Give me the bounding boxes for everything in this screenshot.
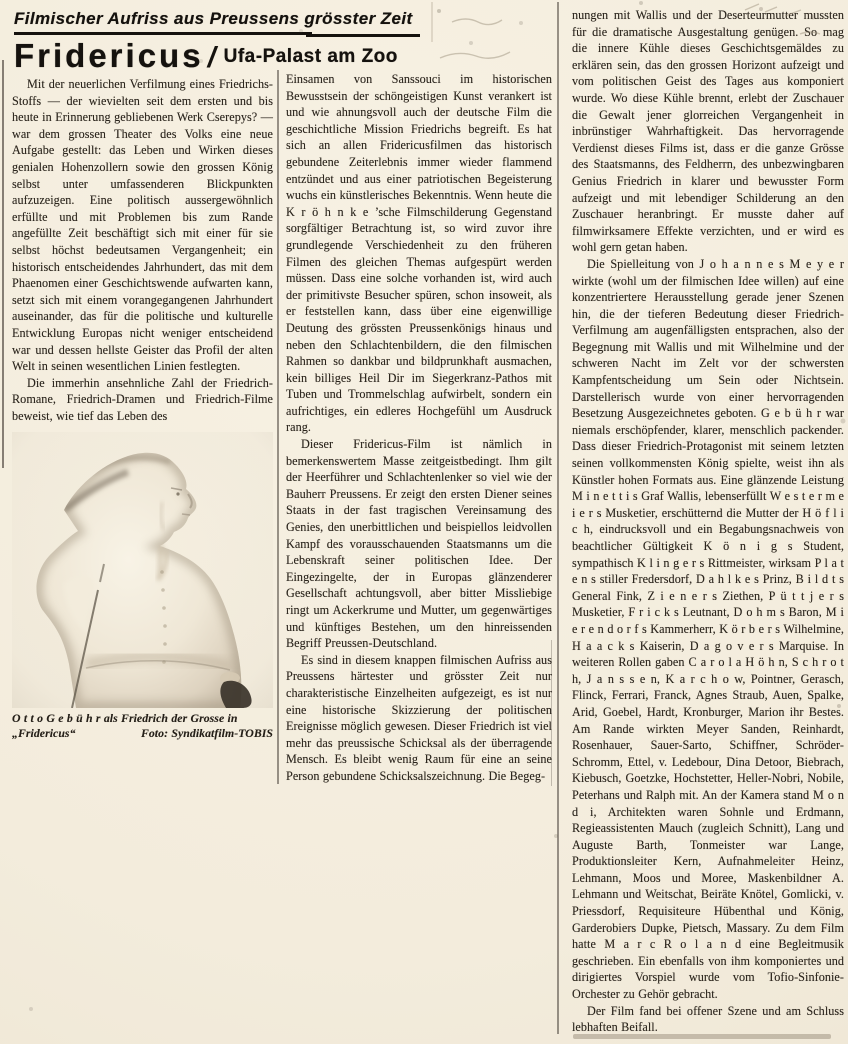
caption-line: O t t o G e b ü h r als Friedrich der Grosse in — [12, 711, 238, 726]
paragraph: nungen mit Wallis und der Deserteurmutter mussten für die dramatische Ausgestaltung genügen. So mag die innere Kühle dieses Geschichtsgemäldes zu erklären sein, das den grossen Horizont aufzeigt und vom politischen Geist des Tages aus komponiert wurde. Wo diese Kühle brennt, erlebt der Zuschauer die Gewalt jener glorreichen Vergangenheit in inbrünstiger Wahrhaftigkeit. Das hervorragende Verdienst dieses Films ist, dass er die ganze Grösse des Staatsmanns, des Feldherrn, des unbezwingbaren Genius Friedrich in klarer und bewusster Form aufzeigt und mit lebendiger Schilderung an den Zuschauer heranbringt. Er musste daher auf filmwirksamere Effekte verzichten, und er wird es wohl gern getan haben. — [572, 8, 844, 255]
photo-caption — [12, 711, 273, 741]
title-slash: / — [207, 42, 216, 74]
column-rule-middle-right — [557, 2, 559, 1034]
column-rule-left-middle — [277, 70, 279, 784]
scan-smear-bar — [573, 1034, 831, 1039]
kicker-headline: Filmischer Aufriss aus Preussens grösster Zeit — [14, 9, 413, 28]
venue-title: Ufa-Palast am Zoo — [223, 46, 398, 67]
caption-film-title: „Fridericus“ — [12, 726, 76, 741]
kicker-underline — [14, 32, 312, 35]
paragraph: Der Film fand bei offener Szene und am Schluss lebhaften Beifall. — [572, 1003, 844, 1035]
paragraph: Es sind in diesem knappen filmischen Aufriss aus Preussens härtester und grösster Zeit nur charakteristische Einzelheiten aufgezeigt, es ist nur eine historische Skizzierung der politischen Ereignisse möglich gewesen. Dieser Friedrich ist viel mehr das preussische Schicksal als der überragende Mensch. Es bleibt wenig Raum für eine an seine Person gebundene Schicksalszeichnung. Die Begeg- — [286, 652, 552, 783]
paragraph: Einsamen von Sanssouci im historischen Bewusstsein der schöngeistigen Kunst verankert ist und wie ahnungsvoll auch der deutsche Film die geschichtliche Mission Friedrichs begreift. Es hat sich an allen Fridericusfilmen das historisch gebundene Zeiterlebnis immer wieder flammend entzündet und aus einer patriotischen Begeisterung wuchs ein künstlerisches Bekenntnis. Wenn heute die K r ö h n k e ’sche Filmschilderung Gegenstand sorgfältiger Betrachtung ist, so wird zuvor ihre grundlegende Verschiedenheit zu den früheren Filmen des gleichen Themas aufgespürt werden müssen. Dass eine solche vorhanden ist, wird auch der primitivste Besucher spüren, schon insoweit, als er feststellen kann, dass über eine eigenwillige Deutung des grössten Preussenkönigs hinaus und neben den Schlachtenbildern, die den filmischen Rahmen so dankbar und bildprunkhaft ausmachen, kein billiges Heil Dir im Siegerkranz-Pathos mit Tuben und Trommelschlag aufwirbelt, sondern ein aufrichtiges, ein edleres Hochgefühl um Ausdruck rang. — [286, 72, 552, 435]
article-title: Fridericus — [14, 37, 204, 74]
photo-otto-gebuehr — [12, 432, 273, 708]
column-left — [12, 76, 273, 741]
article-title-row — [14, 37, 398, 75]
paragraph: Mit der neuerlichen Verfilmung eines Friedrichs-Stoffs — der wievielten seit dem ersten und bis heute in Erinnerung gebliebenen Werk Cserepys? — war dem grossen Theater des Volks eine neue Aufgabe gestellt: das Leben und Wirken dieses genialen Hohenzollern sowie den grossen König selbst unter umfassenderen Blickpunkten aufzuzeigen. Eine politisch aussergewöhnlich erfüllte und mit Problemen bis zum Rande angefüllte Zeit beschäftigt sich mit einer für sie selbst höchst bedeutsamen Vergangenheit; ein historisch entscheidendes Jahrhundert, das mit dem Phaenomen einer Geschichtswende aufwarten kann, setzt sich mit einem vorangegangenen Jahrhundert auseinander, das für die politische und kulturelle Entwicklung Europas nicht weniger entscheidend war und dessen hellste Geister das Profil der alten Welt in seinen wesentlichen Linien festlegten. — [12, 77, 273, 374]
column-right — [572, 7, 844, 1036]
left-edge-rule — [2, 60, 4, 468]
caption-credit: Foto: Syndikatfilm-TOBIS — [140, 726, 273, 741]
friedrich-figure-illustration — [12, 432, 273, 708]
scan-speckle-noise — [0, 0, 2, 2]
paragraph: Dieser Fridericus-Film ist nämlich in bemerkenswertem Masse zeitgeistbedingt. Ihm gilt der Heerführer und Schlachtenlenker so viel wie der Bauherr Preussens. Er zeigt den ersten Diener seines Staats in der fast tragischen Vereinsamung des Genies, den unerbittlichen und beispiellos leidvollen Kampf des vorausschauenden Staatsmanns um die Lebenskraft seiner politischen Idee. Der Eingezingelte, der in Europas glänzenderer Gesellschaft achtungsvoll, aber bitter Missliebige ringt um Ackerkrume und Mutter, um gegenwärtiges und künftiges Bestehen, um den hinreissenden Begriff Preussen-Deutschland. — [286, 437, 552, 651]
paragraph: Die Spielleitung von J o h a n n e s M e y e r wirkte (wohl um der filmischen Idee willen) auf eine konzentriertere Herausstellung gerade jener Szenen hin, die der tieferen Bedeutung dieser Friedrich-Verfilmung am augenfälligsten entsprachen, also der Begegnung mit Wallis und mit Wilhelmine und der schweren Nacht im Zelt vor der schwersten Kampfentscheidung um Sein oder Nichtsein. Darstellerisch wurde von einer hervorragenden Besetzung Ausgezeichnetes geboten. G e b ü h r war niemals erschöpfender, klarer, menschlich packender. Dass dieser Friedrich-Protagonist mit seinem letzten seinen vollkommensten König spielte, weist ihn als Künstler hohen Formats aus. Eine glänzende Leistung M i n e t t i s Graf Wallis, lebenserfüllt W e s t e r m e i e r s Musketier, erschütternd die Mutter der H ö f l i c h, eindrucksvoll und ein Begabungsnachweis von beachtlicher Gültigkeit K ö n i g s Student, sympathisch K l i n g e r s Rittmeister, wirksam P l a t e n s stiller Fredersdorf, D a h l k e s Prinz, B i l d t s General Fink, Z i e n e r s Ziethen, P ü t t j e r s Musketier, F r i c k s Leutnant, D o h m s Baron, M i e r e n d o r f s Kammerherr, K ö r b e r s Wilhelmine, H a a c k s Kaiserin, D a g o v e r s Marquise. In weiteren Rollen gaben C a r o l a H ö h n, S c h r o t h, J a n s s e n, K a r c h o w, Pointner, Gerasch, Flinck, Ferrari, Franck, Agnes Straub, Auen, Spalke, Arid, Goebel, Hardt, Kronburger, Marion ihr Bestes. Am Rande wirkten Meyer Sanden, Reinhardt, Rosenhauer, Sauer-Sarto, Schiffner, Schröder-Schromm, Ettel, v. Ledebour, Dina Detoor, Biebrach, Kiebusch, Goetzke, Hochstetter, Heller-Nobri, Nobile, Peterhans und Ralph mit. An der Kamera stand M o n d i, Architekten waren Sohnle und Erdmann, Regieassistenten Mauch (zugleich Schnitt), Lang und Auguste Barth, Tonmeister war Lange, Produktionsleiter Kern, Aufnahmeleiter Heinz, Lehmann, Moos und Moree, Maskenbildner A. Lehmann und Weitschat, Beiräte Knötel, Gomlicki, v. Priessdorf, Requisiteure Hübenthal und König, Garderobiers Dupke, Pietsch, Massary. Zu dem Film hatte M a r c R o l a n d eine Begleitmusik geschrieben. Ein ebenfalls von ihm komponiertes und dirigiertes Vorspiel wurde vom Tofio-Sinfonie-Orchester zu Gehör gebracht. — [572, 256, 844, 1002]
column-middle — [286, 71, 552, 785]
paragraph: Die immerhin ansehnliche Zahl der Friedrich-Romane, Friedrich-Dramen und Friedrich-Filme beweist, wie tief das Leben des — [12, 375, 273, 423]
